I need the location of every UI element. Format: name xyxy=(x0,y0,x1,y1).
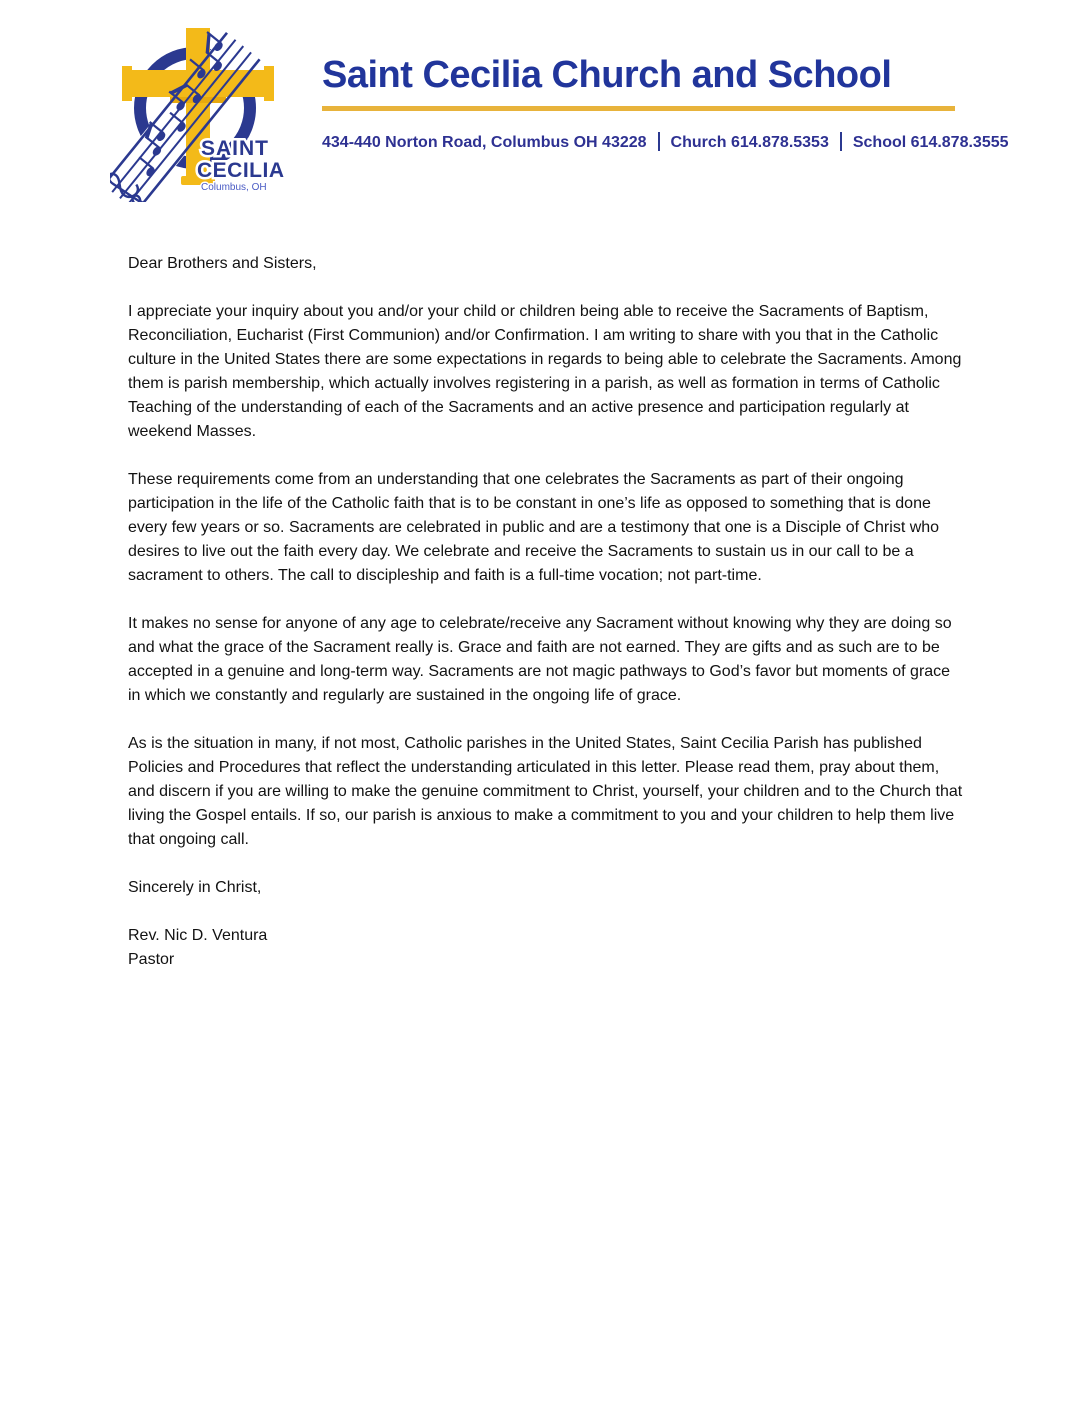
letter-body xyxy=(128,252,966,972)
address-line xyxy=(322,132,1009,152)
paragraph-4: As is the situation in many, if not most, Catholic parishes in the United States, Saint Cecilia Parish has published Policies and Procedures that reflect the understanding articulated in this letter. Please read them, pray about them, and discern if you are willing to make the genuine commitment to Christ, yourself, your children and to the Church that living the Gospel entails. If so, our parish is anxious to make a commitment to you and your children to help them live that ongoing call. xyxy=(128,735,963,848)
title-underline xyxy=(322,106,955,111)
closing: Sincerely in Christ, xyxy=(128,879,262,896)
pipe-separator xyxy=(840,132,842,151)
logo-location: Columbus, OH xyxy=(201,182,267,193)
paragraph-2: These requirements come from an understanding that one celebrates the Sacraments as part of their ongoing participation in the life of the Catholic faith that is to be constant in one’s life as opposed to something that is done every few years or so. Sacraments are celebrated in public and are a testimony that one is a Disciple of Christ who desires to live out the faith every day. We celebrate and receive the Sacraments to sustain us in our call to be a sacrament to others. The call to discipleship and faith is a full-time vocation; not part-time. xyxy=(128,471,940,584)
pipe-separator xyxy=(658,132,660,151)
paragraph-3: It makes no sense for anyone of any age to celebrate/receive any Sacrament without knowing why they are doing so and what the grace of the Sacrament really is. Grace and faith are not earned. They are gifts and as such are to be accepted in a genuine and long-term way. Sacraments are not magic pathways to God’s favor but moments of grace in which we constantly and regularly are sustained in the ongoing life of grace. xyxy=(128,615,952,704)
signature-name: Rev. Nic D. Ventura xyxy=(128,927,268,944)
church-phone: Church 614.878.5353 xyxy=(670,134,829,151)
address-street: 434-440 Norton Road, Columbus OH 43228 xyxy=(322,134,647,151)
salutation: Dear Brothers and Sisters, xyxy=(128,255,317,272)
logo-name-line2: CECILIA xyxy=(197,159,285,182)
title-block xyxy=(322,54,1009,152)
logo-name-line1: SAINT xyxy=(201,137,269,160)
page-title: Saint Cecilia Church and School xyxy=(322,54,892,96)
church-logo xyxy=(110,26,300,202)
paragraph-1: I appreciate your inquiry about you and/or your child or children being able to receive the Sacraments of Baptism, Reconciliation, Eucharist (First Communion) and/or Confirmation. I am writing to share with you that in the Catholic culture in the United States there are some expectations in regards to being able to celebrate the Sacraments. Among them is parish membership, which actually involves registering in a parish, as well as formation in terms of Catholic Teaching of the understanding of each of the Sacraments and an active presence and participation regularly at weekend Masses. xyxy=(128,303,962,440)
letterhead xyxy=(0,0,1088,230)
school-phone: School 614.878.3555 xyxy=(852,134,1009,151)
signature-title: Pastor xyxy=(128,951,175,968)
